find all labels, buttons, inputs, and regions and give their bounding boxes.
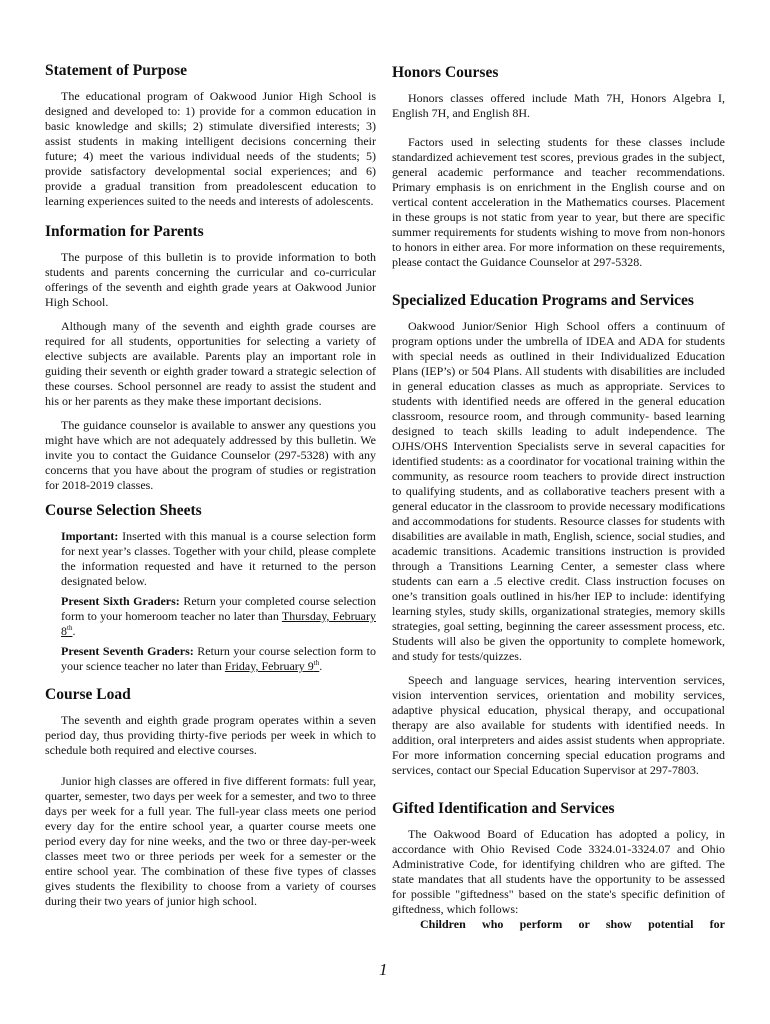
sixth-graders-label: Present Sixth Graders: — [61, 594, 180, 608]
sixth-date-suffix: th — [67, 624, 73, 632]
heading-honors-courses: Honors Courses — [392, 64, 499, 81]
gifted-definition-start: Children who perform or show potential for — [420, 917, 725, 931]
important-note — [61, 529, 376, 589]
heading-information-for-parents: Information for Parents — [45, 223, 204, 240]
parents-paragraph-1: The purpose of this bulletin is to provide information to both students and parents concerning the curricular and co-curricular offerings of the seventh and eighth grade years at Oakwood Junior High School. — [45, 250, 376, 309]
course-selection-block — [45, 529, 376, 674]
seventh-graders-note: Present Seventh Graders: Return your course selection form to your science teacher no later than Friday, February 9th. — [61, 644, 376, 673]
seventh-graders-label: Present Seventh Graders: — [61, 644, 194, 658]
right-column — [392, 62, 725, 932]
heading-statement-of-purpose: Statement of Purpose — [45, 62, 188, 79]
seventh-date-text: Friday, February 9 — [224, 659, 314, 673]
heading-specialized-education: Specialized Education Programs and Services — [392, 292, 694, 309]
sixth-graders-note: Present Sixth Graders: Return your completed course selection form to your homeroom teacher no later than Thursday, February 8th. — [61, 594, 377, 638]
parents-paragraph-2: Although many of the seventh and eighth grade courses are required for all students, opportunities for selecting a variety of elective subjects are available. Parents play an important role in guiding their seventh or eighth grader toward a strategic selection of these courses. School personnel are ready to assist the student and his or her parents as they make these important decisions. — [45, 319, 376, 408]
special-ed-paragraph-1: Oakwood Junior/Senior High School offers a continuum of program options under the umbrella of IDEA and ADA for students with special needs as outlined in their Individualized Education Plans (IEP’s) or 504 Plans. All students with disabilities are included in general education classes as much as appropriate. Services to students with identified needs are offered in the general education classroom, resource room, and through community- based learning designed to teach skills leading to adult independence. The OJHS/OHS Intervention Specialists serve in several capacities for identified students: as a coordinator for vocational training within the community, as resource room teachers to provide direct instruction to qualifying students, and as collaborative teachers present with a general educator in the classroom to provide necessary modifications and accommodations for students. Resource classes for students with disabilities are available in math, English, science, social studies, and academic transitions. Academic transitions instruction is provided through a Transitions Learning Center, a semester class where students can earn a .5 elective credit. Class instruction focuses on one’s transition goals outlined in his/her IEP to include: identifying learning styles, study skills, organizational strategies, memory skills strategies, goal setting, beginning the career assessment process, etc. Students will also be given the opportunity to complete homework, and study for tests/quizzes. — [392, 319, 725, 663]
gifted-paragraph: The Oakwood Board of Education has adopted a policy, in accordance with Ohio Revised Code 3324.01-3324.07 and Ohio Administrative Code, for identifying children who are gifted. The state mandates that all students have the opportunity to be assessed for possible "giftedness" based on the state's specific definition of giftedness, which follows: — [392, 827, 725, 916]
purpose-paragraph: The educational program of Oakwood Junior High School is designed and developed to: 1) provide for a common education in basic knowledge and skills; 2) stimulate diversified interests; 3) assist students in making intelligent decisions concerning their future; 4) meet the various individual needs of the students; 5) provide satisfactory developmental social experiences; and 6) provide a gradual transition from preadolescent education to learning experiences suited to the needs and interests of adolescents. — [45, 89, 376, 208]
seventh-graders-deadline — [225, 659, 319, 673]
honors-paragraph-2: Factors used in selecting students for these classes include standardized achievement test scores, previous grades in the subject, general academic performance and teacher recommendations. Primary emphasis is on enrichment in the English course and on vertical content acceleration in the Mathematics courses. Placement in these groups is not static from year to year, but there are specific summer requirements for students wishing to move from non-honors to honors in either area. For more information on these requirements, please contact the Guidance Counselor at 297-5328. — [392, 135, 725, 269]
important-label: Important: — [61, 529, 119, 543]
heading-gifted-identification: Gifted Identification and Services — [392, 800, 615, 817]
important-text: Inserted with this manual is a course selection form for next year’s classes. Together with your child, please complete the information requested and have it returned to the person designated below. — [61, 529, 376, 588]
course-load-paragraph-2: Junior high classes are offered in five different formats: full year, quarter, semester, two days per week for a semester, and two to three days per week for a full year. The full-year class meets one period every day for the entire school year, a quarter course meets one period every day for nine weeks, and the two or three day-per-week classes meet two or three periods per week for a semester or the entire school year. The combination of these five types of classes gives students the flexibility to choose from a variety of courses during their two years of junior high school. — [45, 774, 376, 908]
left-column — [45, 62, 376, 918]
honors-paragraph-1: Honors classes offered include Math 7H, Honors Algebra I, English 7H, and English 8H. — [392, 91, 725, 120]
heading-course-load: Course Load — [45, 686, 131, 703]
course-load-paragraph-1: The seventh and eighth grade program operates within a seven period day, thus providing thirty-five periods per week in which to schedule both required and elective courses. — [45, 713, 376, 757]
page-number: 1 — [379, 960, 388, 979]
special-ed-paragraph-2: Speech and language services, hearing intervention services, vision intervention services, orientation and mobility services, adaptive physical education, physical therapy, and occupational therapy are also available for students with identified needs. In addition, oral interpreters and aides assist students when appropriate. For more information concerning special education programs and services, contact our Special Education Supervisor at 297-7803. — [392, 673, 725, 777]
parents-paragraph-3: The guidance counselor is available to answer any questions you might have which are not adequately addressed by this bulletin. We invite you to contact the Guidance Counselor (297-5328) with any concerns that you have about the program of studies or registration for 2018-2019 classes. — [45, 418, 376, 492]
heading-course-selection-sheets: Course Selection Sheets — [45, 502, 202, 519]
sixth-date-text: Thursday, February 8 — [61, 609, 376, 638]
sixth-graders-text: Return your completed course selection form to your homeroom teacher no later than — [61, 594, 377, 623]
seventh-graders-text: Return your course selection form to your science teacher no later than — [61, 644, 376, 673]
seventh-date-suffix: th — [313, 659, 320, 667]
